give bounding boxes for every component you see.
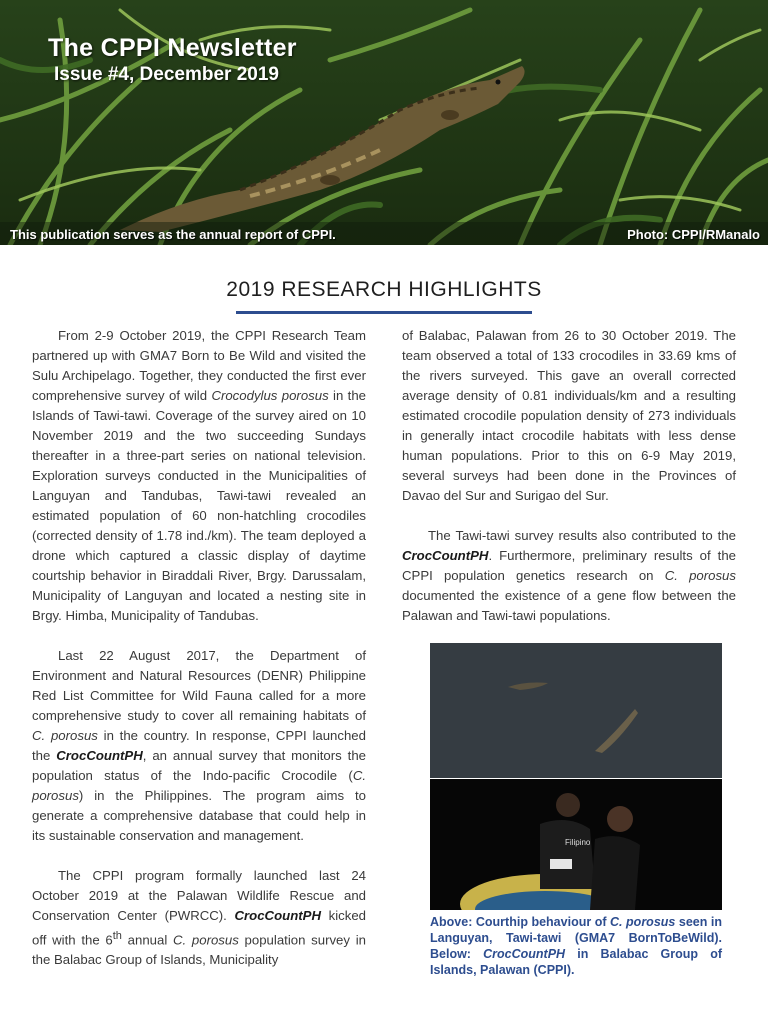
title-underline [236,311,532,314]
p1-species: Crocodylus porosus [211,388,329,403]
p2-text-g: ) in the Philippines. The program aims to generate a comprehensive database that could help in its sustainable conservation and management. [32,788,366,843]
caption-text-e: in Balabac Group of Islands, Palawan (CPPI). [430,947,722,977]
p4-text-e: documented the existence of a gene flow between the Palawan and Tawi-tawi populations. [402,588,736,623]
p3-text-f: population survey in the Balabac Group of Islands, Municipality [32,932,366,968]
p3-species: C. porosus [172,932,239,948]
left-column [32,326,366,990]
p4-croccount: CrocCountPH [402,548,489,563]
p3-croccount: CrocCountPH [234,908,321,923]
paragraph-3 [32,866,366,970]
p3-text-d: annual [121,932,173,948]
p4-text-c: . Furthermore, preliminary results of the CPPI population genetics research on [402,548,736,583]
p1-text-c: in the Islands of Tawi-tawi. Coverage of the survey aired on 10 November 2019 and the two succeeding Sundays thereafter in a three-part series on national television. Exploration surveys conducted in the Municipalities of Languyan and Tandubas, Tawi-tawi revealed an estimated population of 60 non-hatchling crocodiles (corrected density of 1.78 ind./km). The team deployed a drone which captured a classic display of daytime courtship behavior in Biraddali River, Brgy. Darussalam, Municipality of Languyan and located a nesting site in Brgy. Himba, Municipality of Tandubas. [32,388,367,623]
p2-text-a: Last 22 August 2017, the Department of Environment and Natural Resources (DENR) Philippine Red List Committee for Wild Fauna called for a more comprehensive study to cover all remaining habitats of [32,648,366,723]
header-photo [0,0,768,245]
caption-species: C. porosus [610,915,676,929]
p2-text-e: , an annual survey that monitors the population status of the Indo-pacific Crocodile ( [32,748,367,783]
section-title: 2019 RESEARCH HIGHLIGHTS [226,278,542,301]
right-column [402,326,736,646]
caption-text-c: seen in Languyan, Tawi-tawi (GMA7 BornToBeWild). Below: [430,915,722,961]
p3-text-a: The CPPI program formally launched last 24 October 2019 at the Palawan Wildlife Rescue and Conservation Center (PWRCC). [32,868,366,923]
p1-text-a: From 2-9 October 2019, the CPPI Research Team partnered up with GMA7 Born to Be Wild and visited the Sulu Archipelago. Together, they conducted the first ever comprehensive survey of wild [32,328,366,403]
paragraph-3-continued: of Balabac, Palawan from 26 to 30 October 2019. The team observed a total of 133 crocodiles in 33.69 kms of the rivers surveyed. This gave an overall corrected average density of 0.81 individuals/km and a resulting estimated crocodile population density of 273 individuals in generally intact crocodile habitats with less dense human populations. Prior to this on 6-9 May 2019, several surveys had been done in the Provinces of Davao del Sur and Surigao del Sur. [402,328,736,503]
p4-text-a: The Tawi-tawi survey results also contributed to the [428,528,736,543]
paragraph-2 [32,646,366,846]
newsletter-title: The CPPI Newsletter [48,34,297,62]
shirt-logo: Filipino [565,838,591,847]
header-caption: This publication serves as the annual report of CPPI. [10,227,336,242]
paragraph-4 [402,526,736,626]
p2-species-2: C. porosus [32,768,366,803]
newsletter-issue: Issue #4, December 2019 [54,64,279,85]
survey-team-photo [430,779,722,910]
p3-sup: th [112,930,122,942]
p2-text-c: in the country. In response, CPPI launched the [32,728,366,763]
caption-text-a: Above: Courthip behaviour of [430,915,611,929]
photo-credit: Photo: CPPI/RManalo [627,227,760,242]
p3-text-c: kicked off with the 6 [32,908,367,948]
caption-croccount: CrocCountPH [483,947,566,961]
p4-species: C. porosus [664,568,736,583]
photo-caption [430,914,722,978]
p2-croccount: CrocCountPH [56,748,143,763]
paragraph-1 [32,326,366,626]
p2-species: C. porosus [32,728,98,743]
courtship-photo [430,643,722,778]
